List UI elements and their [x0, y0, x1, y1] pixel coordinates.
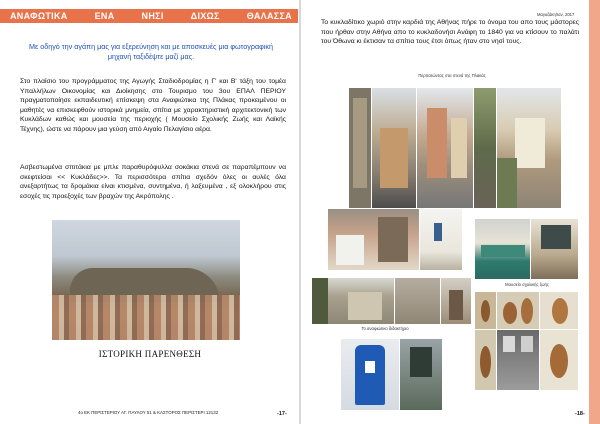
instrument-photo-5	[540, 330, 578, 390]
intro-paragraph: Στο πλαίσιο του προγράμματος της Αγωγής Σταδιοδρομίας η Γ' και Β' τάξη του τομέα Υπαλλήλων Οικονομίας και Διοίκησης στο Τουρισμο του 3ου ΕΠΑΛ ΠΕΡΙΟΥ πραγματοποίησε εκπαιδευτική επίσκεψη στα Αναφιώτικα της Πλάκας προκειμένου οι μαθητές να επισκεφθούν ιστορικά μνημεία, σπίτια με χαρακτηριστική αρχιτεκτονική των Κυκλάδων καθώς και μουσεία της περιοχής ( Μουσείο Σχολικής Ζωής και Λαϊκής Τέχνης), ώστε να πάρουν μια γεύση από Αιγαίο Πελαγίσιο αέρα.	[20, 78, 286, 133]
page-spine	[299, 0, 301, 424]
portraits-photo	[497, 330, 539, 390]
instrument-photo-3	[540, 292, 578, 329]
caption-school-museum: Μουσείο σχολικής ζωής	[505, 282, 549, 287]
museum-photo-2	[531, 219, 578, 279]
museum-photo-1	[475, 219, 530, 279]
street-photo-3	[441, 278, 471, 324]
anafiotika-intro: Το κυκλαδίτικο χωριό στην καρδιά της Αθήνας πήρε το όνομα του απο τους μάστορες που ήρθαν στην Αθήνα απο το κυκλαδονήσι Ανάφη το 1840 για να κτίσουν το παλάτι του Όθωνα κι έκτισαν τα σπίτια τους έτσι όπως ήταν στο νησί τους.	[321, 19, 579, 46]
alley-photo-5	[497, 88, 561, 208]
instrument-photo-2	[497, 292, 539, 329]
banner-word-1: ΑΝΑΦΩΤΙΚΑ	[10, 11, 68, 21]
banner-word-5: ΘΑΛΑΣΣΑ	[246, 11, 292, 21]
classroom-photo	[400, 339, 442, 410]
edge-stripe	[589, 0, 600, 424]
houses-paragraph: Ασβεστωμένα σπιτάκια με μπλε παραθυρόφυλλα σοκάκια στενά σε παραπέμπουν να σκεφτείσαι << Κυκλάδες>>. Τα περισσότερα σπίτια σχεδόν όλες οι αυλές όλα ανεξαρτήτως τα δρομάκια είναι κτισμένα, συντημένα, ή λαξευμένα , εξ ολοκλήρου στις εσοχές τις προεξοχές των βραχών της Ακρόπολης .	[20, 164, 286, 200]
caption-school-building: Το αναφιώτικο διδακτήριο	[361, 326, 409, 331]
house-photo-2	[420, 209, 462, 270]
page-number-left: -17-	[277, 411, 287, 417]
acropolis-photo	[52, 220, 240, 340]
lead-paragraph: Με οδηγό την αγάπη μας για εξερεύνηση και με αποσκευές μια φωτογραφική μηχανή ταξιδέψτε μαζί μας.	[29, 42, 273, 61]
header-banner	[0, 9, 298, 23]
instrument-photo-1	[475, 292, 496, 329]
banner-word-4: ΔΙΧΩΣ	[190, 11, 220, 21]
instrument-photo-4	[475, 330, 496, 390]
house-photo-1	[328, 209, 419, 270]
issue-date: Μαγαζάκη/Ιαν, 2017	[537, 12, 575, 17]
alley-photo-3	[417, 88, 473, 208]
alley-photo-2	[372, 88, 416, 208]
banner-word-2: ΕΝΑ	[94, 11, 115, 21]
school-footer: 4ο ΕΚ ΠΕΡΙΣΤΕΡΙΟΥ ΑΓ. ΠΑΥΛΟΥ 51 & ΚΑΣΤΟΡΟΣ ΠΕΡΙΣΤΕΡΙ 12132	[78, 410, 219, 415]
costume-photo	[341, 339, 399, 410]
page-number-right: -18-	[575, 411, 585, 417]
street-photo-2	[395, 278, 440, 324]
banner-word-3: ΝΗΣΙ	[141, 11, 164, 21]
alley-photo-1	[349, 88, 371, 208]
section-title: ΙΣΤΟΡΙΚΗ ΠΑΡΕΝΘΕΣΗ	[98, 349, 202, 359]
street-photo-1	[312, 278, 394, 324]
caption-alleys: Περπατώντας στα στενά της Πλακάς	[418, 73, 486, 78]
alley-photo-4	[474, 88, 496, 208]
